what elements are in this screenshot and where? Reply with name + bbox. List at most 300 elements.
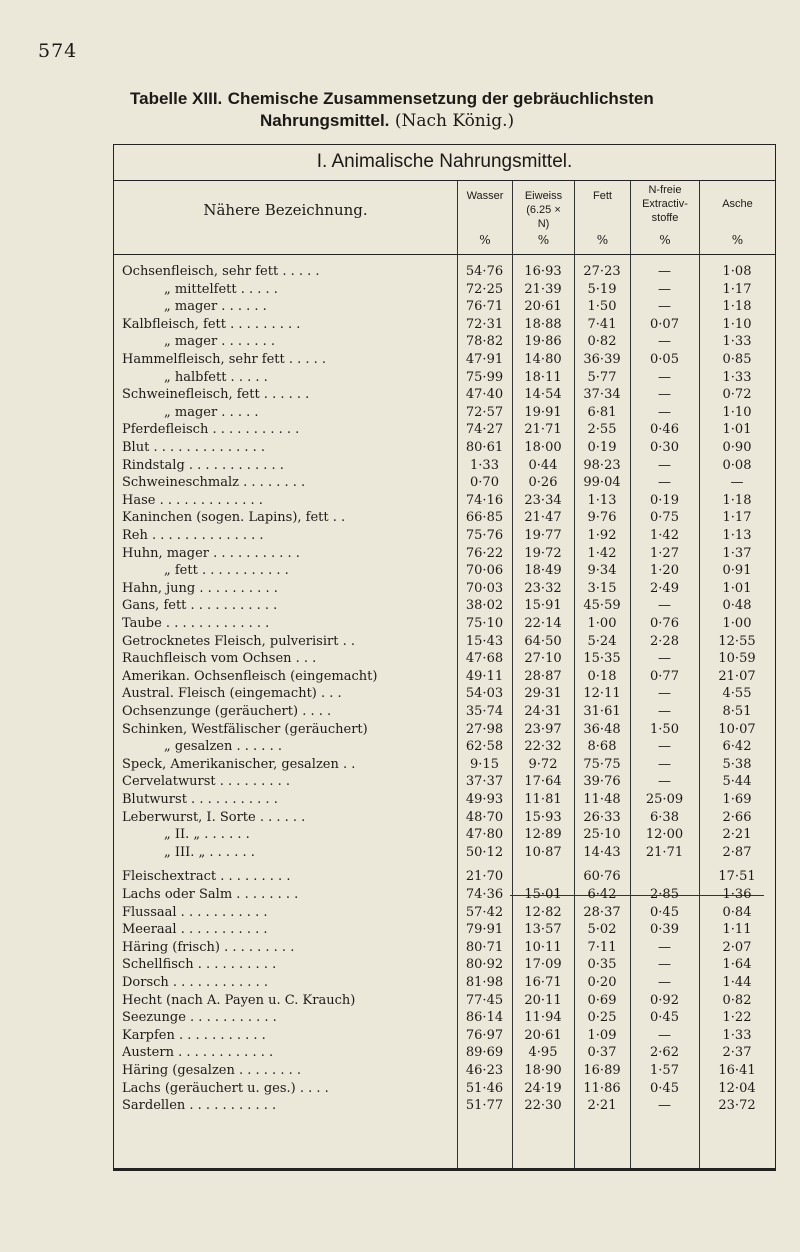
row-name: Blut . . . . . . . . . . . . . . [122, 440, 266, 455]
cell-wasser: 80·92 [465, 957, 504, 973]
cell-wasser: 47·68 [465, 651, 504, 667]
cell-extract: 1·27 [650, 545, 679, 561]
row-name: Kaninchen (sogen. Lapins), fett . . [122, 510, 346, 526]
row-name: Getrocknetes Fleisch, pulverisirt . . [122, 633, 355, 649]
cell-eiweiss: 23·97 [524, 721, 562, 737]
cell-wasser: 35·74 [465, 704, 504, 719]
cell-asche: 1·33 [722, 1027, 752, 1043]
cell-extract: — [658, 756, 671, 772]
row-name: Hammelfleisch, sehr fett . . . . . [122, 352, 327, 367]
table-row [114, 1097, 775, 1115]
cell-fett: 98·23 [583, 457, 621, 473]
row-name: „ fett . . . . . . . . . . . [164, 563, 289, 579]
table-row [114, 826, 775, 844]
cell-fett: 28·37 [583, 904, 621, 920]
table-source: (Nach König.) [394, 111, 515, 131]
cell-eiweiss: 10·87 [524, 844, 562, 860]
column-header-name [114, 181, 457, 255]
cell-eiweiss: 24·31 [524, 704, 562, 719]
cell-wasser: 75·10 [465, 616, 504, 631]
column-header-fett [574, 181, 630, 255]
cell-extract: — [658, 598, 671, 614]
cell-eiweiss: 10·11 [524, 939, 562, 955]
cell-extract: 0·07 [650, 316, 679, 332]
cell-asche: 1·33 [722, 334, 752, 350]
table-row [114, 756, 775, 774]
cell-eiweiss: 19·77 [524, 528, 562, 543]
cell-fett: 7·41 [587, 316, 617, 332]
cell-extract: 1·42 [650, 528, 679, 543]
cell-fett: 6·42 [587, 887, 617, 902]
column-header-asche [699, 181, 775, 255]
cell-wasser: 66·85 [465, 510, 504, 526]
cell-extract: — [658, 1027, 671, 1043]
cell-fett: 45·59 [583, 598, 621, 614]
cell-eiweiss: 18·88 [524, 316, 562, 332]
cell-wasser: 86·14 [465, 1010, 504, 1026]
cell-fett: 9·76 [587, 510, 617, 526]
cell-asche: 23·72 [718, 1098, 756, 1114]
cell-extract: — [658, 975, 671, 990]
row-name: Rindstalg . . . . . . . . . . . . [122, 457, 284, 473]
cell-wasser: 77·45 [465, 992, 504, 1008]
cell-eiweiss: 9·72 [528, 756, 558, 772]
cell-extract: — [658, 651, 671, 667]
cell-fett: 7·11 [587, 939, 617, 955]
cell-eiweiss: 14·80 [524, 352, 562, 367]
page-number: 574 [38, 40, 78, 62]
row-name: Lachs oder Salm . . . . . . . . [122, 887, 299, 902]
table-row [114, 904, 775, 922]
row-name: Seezunge . . . . . . . . . . . [122, 1010, 277, 1026]
cell-eiweiss: 16·93 [524, 264, 562, 279]
cell-eiweiss: 11·94 [524, 1010, 562, 1026]
cell-wasser: 80·71 [465, 939, 504, 955]
cell-extract: 0·45 [650, 1010, 679, 1026]
cell-asche: 1·10 [722, 404, 752, 420]
cell-extract: — [658, 281, 671, 297]
table-header [114, 181, 775, 255]
cell-asche: 1·44 [722, 975, 752, 990]
cell-wasser: 15·43 [465, 633, 504, 649]
cell-asche: 1·08 [722, 264, 752, 279]
table-row [114, 921, 775, 939]
cell-wasser: 37·37 [465, 774, 504, 790]
cell-asche: 0·91 [722, 563, 752, 579]
row-name: Häring (gesalzen . . . . . . . . [122, 1063, 301, 1078]
column-header-label: Wasser [466, 190, 504, 202]
table-row [114, 992, 775, 1010]
cell-asche: 17·51 [718, 869, 756, 885]
row-name: „ II. „ . . . . . . [164, 827, 250, 843]
row-name: Schweineschmalz . . . . . . . . [122, 475, 306, 491]
cell-wasser: 70·03 [465, 580, 504, 596]
cell-eiweiss: 20·11 [524, 992, 562, 1008]
table-row [114, 650, 775, 668]
cell-extract: — [658, 739, 671, 755]
cell-wasser: 80·61 [465, 440, 504, 455]
cell-extract: — [658, 404, 671, 420]
cell-eiweiss: 20·61 [524, 1027, 562, 1043]
cell-eiweiss: 27·10 [524, 651, 562, 667]
cell-wasser: 49·11 [465, 668, 504, 684]
row-name: Flussaal . . . . . . . . . . . [122, 904, 268, 920]
cell-asche: 10·07 [718, 721, 756, 737]
cell-asche: 0·85 [722, 352, 752, 367]
cell-wasser: 74·27 [465, 422, 504, 438]
row-name: Pferdefleisch . . . . . . . . . . . [122, 422, 300, 438]
table-title [130, 88, 770, 132]
cell-eiweiss: 24·19 [524, 1080, 562, 1096]
cell-asche: 1·13 [722, 528, 752, 543]
table-row [114, 597, 775, 615]
row-name: Hase . . . . . . . . . . . . . [122, 492, 263, 508]
cell-wasser: 49·93 [465, 792, 504, 807]
cell-eiweiss: 19·91 [524, 404, 562, 420]
cell-fett: 12·11 [583, 686, 621, 702]
cell-asche: 1·18 [722, 299, 752, 315]
table-heading-2: Nahrungsmittel. [260, 111, 390, 130]
cell-asche: 1·01 [722, 422, 752, 438]
cell-extract: — [658, 957, 671, 973]
cell-wasser: 21·70 [465, 869, 504, 885]
cell-wasser: 50·12 [465, 844, 504, 860]
cell-eiweiss: 12·89 [524, 827, 562, 843]
cell-asche: 1·22 [722, 1010, 752, 1026]
table-heading: Chemische Zusammensetzung der gebräuchlichsten [227, 89, 654, 108]
cell-eiweiss: 12·82 [524, 904, 562, 920]
cell-eiweiss: 21·71 [524, 422, 562, 438]
cell-fett: 26·33 [583, 809, 621, 825]
cell-eiweiss: 20·61 [524, 299, 562, 315]
cell-eiweiss: 22·30 [524, 1098, 562, 1114]
cell-wasser: 76·22 [465, 545, 504, 561]
row-name: „ mager . . . . . . [164, 299, 267, 315]
cell-fett: 36·48 [583, 721, 621, 737]
cell-extract: 0·45 [650, 1080, 679, 1096]
table-row [114, 545, 775, 563]
cell-asche: 1·10 [722, 316, 752, 332]
cell-eiweiss: 17·09 [524, 957, 562, 973]
cell-wasser: 75·76 [465, 528, 504, 543]
row-name: Austern . . . . . . . . . . . . [122, 1045, 274, 1061]
table-row [114, 844, 775, 862]
cell-asche: 12·04 [718, 1080, 756, 1096]
cell-wasser: 70·06 [465, 563, 504, 579]
cell-fett: 39·76 [583, 774, 621, 790]
cell-extract: — [658, 939, 671, 955]
cell-wasser: 0·70 [470, 475, 499, 491]
cell-eiweiss: 19·86 [524, 334, 562, 350]
cell-extract: 6·38 [650, 809, 679, 825]
table-row [114, 809, 775, 827]
cell-extract: — [658, 686, 671, 702]
cell-eiweiss: 0·26 [528, 475, 558, 491]
cell-eiweiss: 18·11 [524, 369, 562, 385]
cell-wasser: 79·91 [465, 922, 504, 938]
row-name: „ mittelfett . . . . . [164, 281, 278, 297]
table-row [114, 721, 775, 739]
cell-eiweiss: 13·57 [524, 922, 562, 938]
cell-fett: 5·24 [587, 633, 617, 649]
cell-asche: 2·07 [722, 939, 752, 955]
row-name: Amerikan. Ochsenfleisch (eingemacht) [122, 668, 378, 684]
cell-asche: 16·41 [718, 1063, 756, 1078]
row-name: Huhn, mager . . . . . . . . . . . [122, 545, 300, 561]
table-frame [113, 144, 776, 1171]
table-row [114, 492, 775, 510]
cell-fett: 37·34 [583, 387, 621, 403]
cell-extract: 2·85 [650, 887, 679, 902]
cell-eiweiss: 4·95 [528, 1045, 558, 1061]
cell-wasser: 1·33 [470, 457, 499, 473]
cell-asche: — [730, 475, 744, 491]
cell-wasser: 81·98 [465, 975, 504, 990]
row-name: Taube . . . . . . . . . . . . . [122, 616, 270, 631]
table-row [114, 974, 775, 992]
cell-asche: 1·17 [722, 510, 752, 526]
table-row [114, 527, 775, 545]
cell-asche: 10·59 [718, 651, 756, 667]
column-header-label: Nähere Bezeichnung. [203, 201, 368, 219]
cell-asche: 1·18 [722, 492, 752, 508]
row-name: Leberwurst, I. Sorte . . . . . . [122, 809, 306, 825]
row-name: Fleischextract . . . . . . . . . [122, 869, 291, 885]
cell-eiweiss: 18·90 [524, 1063, 562, 1078]
cell-fett: 0·25 [587, 1010, 617, 1026]
cell-extract: 1·20 [650, 563, 679, 579]
cell-fett: 27·23 [583, 264, 621, 279]
cell-fett: 25·10 [583, 827, 621, 843]
column-header-wasser [457, 181, 512, 255]
cell-fett: 16·89 [583, 1063, 621, 1078]
cell-fett: 2·55 [587, 422, 617, 438]
cell-extract: 21·71 [645, 844, 684, 860]
cell-eiweiss: 17·64 [524, 774, 562, 790]
cell-asche: 6·42 [722, 739, 752, 755]
cell-wasser: 38·02 [465, 598, 504, 614]
column-header-unit: % [596, 233, 609, 247]
row-name: Lachs (geräuchert u. ges.) . . . . [122, 1080, 329, 1096]
cell-extract: 0·77 [650, 668, 679, 684]
cell-asche: 2·21 [722, 827, 752, 843]
cell-extract: — [658, 475, 671, 491]
table-row [114, 333, 775, 351]
cell-fett: 0·37 [587, 1045, 617, 1061]
cell-wasser: 74·36 [465, 887, 504, 902]
cell-fett: 1·92 [587, 528, 617, 543]
cell-asche: 1·69 [722, 792, 752, 807]
cell-extract: — [658, 264, 671, 279]
cell-wasser: 54·76 [465, 264, 504, 279]
cell-extract: — [658, 704, 671, 719]
table-row [114, 703, 775, 721]
table-row [114, 668, 775, 686]
cell-wasser: 75·99 [465, 369, 504, 385]
table-row [114, 633, 775, 651]
table-row [114, 298, 775, 316]
row-name: Reh . . . . . . . . . . . . . . [122, 528, 264, 543]
row-name: Cervelatwurst . . . . . . . . . [122, 774, 291, 790]
cell-asche: 8·51 [722, 704, 752, 719]
cell-wasser: 9·15 [470, 756, 499, 772]
cell-eiweiss: 21·47 [524, 510, 562, 526]
cell-eiweiss: 18·49 [524, 563, 562, 579]
cell-wasser: 72·57 [465, 404, 504, 420]
cell-wasser: 72·31 [465, 316, 504, 332]
cell-extract: 0·05 [650, 352, 679, 367]
cell-asche: 2·37 [722, 1045, 752, 1061]
cell-fett: 11·48 [583, 792, 621, 807]
cell-fett: 1·50 [587, 299, 617, 315]
cell-asche: 0·48 [722, 598, 752, 614]
cell-fett: 15·35 [583, 651, 621, 667]
table-row [114, 868, 775, 886]
cell-extract: 1·50 [650, 721, 679, 737]
cell-fett: 0·20 [587, 975, 617, 990]
row-name: Rauchfleisch vom Ochsen . . . [122, 651, 317, 667]
table-row [114, 939, 775, 957]
row-name: Häring (frisch) . . . . . . . . . [122, 939, 295, 955]
cell-wasser: 78·82 [465, 334, 504, 350]
cell-extract: — [658, 774, 671, 790]
cell-asche: 2·66 [722, 809, 752, 825]
cell-extract: 2·62 [650, 1045, 679, 1061]
row-name: „ mager . . . . . [164, 404, 259, 420]
cell-fett: 1·00 [587, 616, 617, 631]
cell-wasser: 47·40 [465, 387, 504, 403]
cell-extract: 0·75 [650, 510, 679, 526]
cell-eiweiss: 21·39 [524, 281, 562, 297]
column-header-unit: % [537, 233, 550, 247]
row-name: Schinken, Westfälischer (geräuchert) [122, 721, 368, 737]
cell-asche: 1·64 [722, 957, 752, 973]
cell-extract: 12·00 [645, 827, 684, 843]
cell-fett: 9·34 [587, 563, 617, 579]
cell-wasser: 51·46 [465, 1080, 504, 1096]
row-name: „ gesalzen . . . . . . [164, 739, 282, 755]
cell-fett: 60·76 [583, 869, 621, 885]
cell-asche: 0·72 [722, 387, 752, 403]
column-header-label: Eiweiss (6.25 × N) [524, 190, 563, 230]
cell-fett: 3·15 [587, 580, 617, 596]
cell-eiweiss: 15·93 [524, 809, 562, 825]
cell-fett: 75·75 [583, 756, 621, 772]
row-name: Sardellen . . . . . . . . . . . [122, 1098, 277, 1114]
cell-wasser: 57·42 [465, 904, 504, 920]
cell-fett: 1·13 [587, 492, 617, 508]
row-name: Ochsenfleisch, sehr fett . . . . . [122, 264, 320, 279]
cell-asche: 5·38 [722, 756, 752, 772]
cell-eiweiss: 23·32 [524, 580, 562, 596]
cell-extract: 1·57 [650, 1063, 679, 1078]
table-row [114, 1062, 775, 1080]
row-name: Austral. Fleisch (eingemacht) . . . [122, 686, 342, 702]
cell-eiweiss: 19·72 [524, 545, 562, 561]
cell-wasser: 72·25 [465, 281, 504, 297]
cell-fett: 1·42 [587, 545, 617, 561]
table-row [114, 421, 775, 439]
table-row [114, 386, 775, 404]
cell-wasser: 54·03 [465, 686, 504, 702]
cell-extract: 2·28 [650, 633, 679, 649]
cell-fett: 8·68 [587, 739, 617, 755]
table-row [114, 685, 775, 703]
cell-fett: 31·61 [583, 704, 621, 719]
table-row [114, 474, 775, 492]
row-name: Karpfen . . . . . . . . . . . [122, 1027, 266, 1043]
cell-wasser: 47·80 [465, 827, 504, 843]
section-title: I. Animalische Nahrungsmittel. [114, 145, 775, 181]
column-header-label: Asche [722, 198, 753, 210]
cell-extract: 0·46 [650, 422, 679, 438]
cell-eiweiss: 28·87 [524, 668, 562, 684]
cell-fett: 14·43 [583, 844, 621, 860]
cell-fett: 0·82 [587, 334, 617, 350]
table-row [114, 351, 775, 369]
cell-wasser: 74·16 [465, 492, 504, 508]
cell-extract: — [658, 369, 671, 385]
cell-fett: 5·19 [587, 281, 617, 297]
cell-asche: 0·84 [722, 904, 752, 920]
row-name: Schweinefleisch, fett . . . . . . [122, 387, 310, 403]
cell-eiweiss: 15·91 [524, 598, 562, 614]
cell-extract: 0·92 [650, 992, 679, 1008]
cell-asche: 21·07 [718, 668, 756, 684]
cell-extract: 0·45 [650, 904, 679, 920]
row-name: Schellfisch . . . . . . . . . . [122, 957, 277, 973]
cell-wasser: 89·69 [465, 1045, 504, 1061]
column-header-unit: % [659, 233, 671, 247]
table-row [114, 1027, 775, 1045]
cell-fett: 11·86 [583, 1080, 621, 1096]
cell-extract: 0·19 [650, 492, 679, 508]
column-header-unit: % [479, 233, 491, 247]
cell-asche: 1·17 [722, 281, 752, 297]
table-row [114, 580, 775, 598]
row-name: Speck, Amerikanischer, gesalzen . . [122, 756, 356, 772]
cell-eiweiss: 22·32 [524, 739, 562, 755]
table-row [114, 886, 775, 904]
cell-asche: 1·36 [722, 887, 752, 902]
row-name: Ochsenzunge (geräuchert) . . . . [122, 704, 332, 719]
row-name: Hahn, jung . . . . . . . . . . [122, 580, 278, 596]
row-name: Meeraal . . . . . . . . . . . [122, 922, 268, 938]
table-label: Tabelle XIII. [130, 89, 223, 108]
cell-asche: 0·82 [722, 992, 752, 1008]
table-row [114, 1009, 775, 1027]
cell-fett: 5·02 [587, 922, 617, 938]
row-name: Hecht (nach A. Payen u. C. Krauch) [122, 992, 356, 1008]
cell-fett: 5·77 [587, 369, 617, 385]
cell-extract: — [658, 334, 671, 350]
cell-wasser: 48·70 [465, 809, 504, 825]
cell-asche: 0·08 [722, 457, 752, 473]
cell-asche: 4·55 [722, 686, 752, 702]
cell-fett: 0·18 [587, 668, 617, 684]
cell-wasser: 62·58 [465, 739, 504, 755]
table-row [114, 369, 775, 387]
cell-fett: 1·09 [587, 1027, 617, 1043]
table-row [114, 281, 775, 299]
cell-fett: 0·35 [587, 957, 617, 973]
cell-asche: 1·01 [722, 580, 752, 596]
cell-eiweiss: 23·34 [524, 492, 562, 508]
cell-eiweiss: 16·71 [524, 975, 562, 990]
table-row [114, 404, 775, 422]
cell-eiweiss: 18·00 [524, 440, 562, 455]
cell-asche: 12·55 [718, 633, 756, 649]
